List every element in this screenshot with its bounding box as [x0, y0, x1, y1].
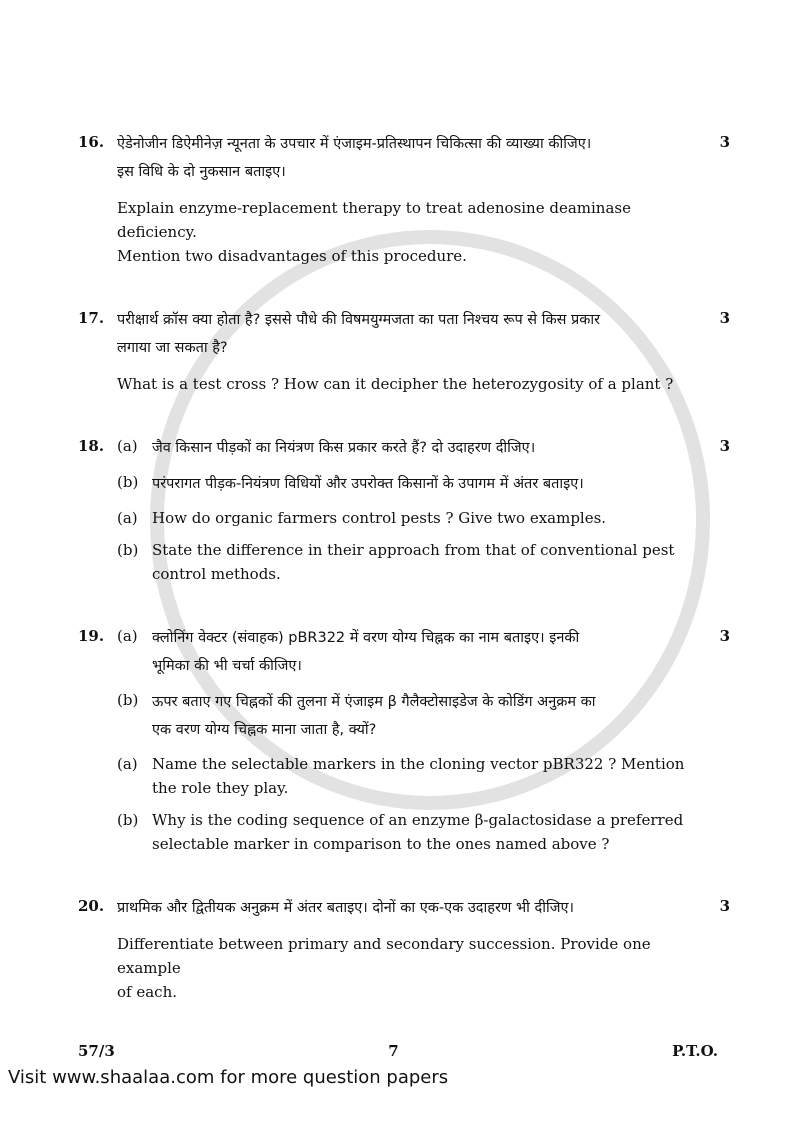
question-number: 17. [78, 309, 105, 327]
pto-label: P.T.O. [672, 1042, 718, 1060]
english-line: Why is the coding sequence of an enzyme β-galactosidase a preferred [152, 811, 684, 829]
part-label: (b) [117, 473, 139, 491]
part-label: (b) [117, 811, 139, 829]
english-line: of each. [117, 983, 177, 1001]
question-number: 18. [78, 437, 105, 455]
question-16 [78, 130, 730, 268]
question-19 [78, 624, 730, 856]
marks: 3 [719, 627, 730, 645]
english-line: Differentiate between primary and secondary succession. Provide one example [117, 935, 651, 977]
question-17 [78, 306, 730, 396]
hindi-line: परीक्षार्थ क्रॉस क्या होता है? इससे पौधे की विषमयुग्मजता का पता निश्चय रूप से किस प्रकार [117, 312, 601, 328]
hindi-line: एक वरण योग्य चिह्नक माना जाता है, क्यों? [152, 722, 377, 738]
part-label: (a) [117, 437, 138, 455]
english-line: Explain enzyme-replacement therapy to treat adenosine deaminase deficiency. [117, 199, 631, 241]
english-line: Mention two disadvantages of this procedure. [117, 247, 467, 265]
question-20 [78, 894, 730, 1004]
paper-code: 57/3 [78, 1042, 115, 1060]
hindi-line: जैव किसान पीड़कों का नियंत्रण किस प्रकार करते हैं? दो उदाहरण दीजिए। [152, 440, 536, 456]
part-label: (a) [117, 509, 138, 527]
hindi-line: परंपरागत पीड़क-नियंत्रण विधियों और उपरोक्त किसानों के उपागम में अंतर बताइए। [152, 476, 584, 492]
english-line: State the difference in their approach from that of conventional pest [152, 541, 675, 559]
exam-page [78, 130, 730, 1060]
marks: 3 [719, 133, 730, 151]
question-18 [78, 434, 730, 586]
part-label: (b) [117, 691, 139, 709]
questions [78, 130, 730, 1042]
hindi-line: इस विधि के दो नुकसान बताइए। [117, 164, 286, 180]
part-label: (a) [117, 627, 138, 645]
question-number: 16. [78, 133, 105, 151]
marks: 3 [719, 309, 730, 327]
part-label: (b) [117, 541, 139, 559]
question-number: 19. [78, 627, 105, 645]
hindi-line: भूमिका की भी चर्चा कीजिए। [152, 658, 302, 674]
page-footer [78, 1042, 718, 1060]
english-line: the role they play. [152, 779, 289, 797]
marks: 3 [719, 897, 730, 915]
english-line: Name the selectable markers in the cloning vector pBR322 ? Mention [152, 755, 685, 773]
english-line: control methods. [152, 565, 281, 583]
marks: 3 [719, 437, 730, 455]
hindi-line: प्राथमिक और द्वितीयक अनुक्रम में अंतर बताइए। दोनों का एक-एक उदाहरण भी दीजिए। [117, 900, 575, 916]
english-line: What is a test cross ? How can it decipher the heterozygosity of a plant ? [117, 375, 674, 393]
english-line: selectable marker in comparison to the ones named above ? [152, 835, 610, 853]
english-line: How do organic farmers control pests ? Give two examples. [152, 509, 607, 527]
hindi-line: ऊपर बताए गए चिह्नकों की तुलना में एंजाइम β गैलैक्टोसाइडेज के कोडिंग अनुक्रम का [152, 694, 596, 710]
question-number: 20. [78, 897, 105, 915]
hindi-line: लगाया जा सकता है? [117, 340, 228, 356]
promo-banner: Visit www.shaalaa.com for more question papers [8, 1067, 449, 1088]
hindi-line: ऐडेनोजीन डिऐमीनेज़ न्यूनता के उपचार में एंजाइम-प्रतिस्थापन चिकित्सा की व्याख्या कीजिए। [117, 136, 592, 152]
page-number: 7 [388, 1042, 399, 1060]
part-label: (a) [117, 755, 138, 773]
hindi-line: क्लोनिंग वेक्टर (संवाहक) pBR322 में वरण योग्य चिह्नक का नाम बताइए। इनकी [152, 630, 580, 646]
